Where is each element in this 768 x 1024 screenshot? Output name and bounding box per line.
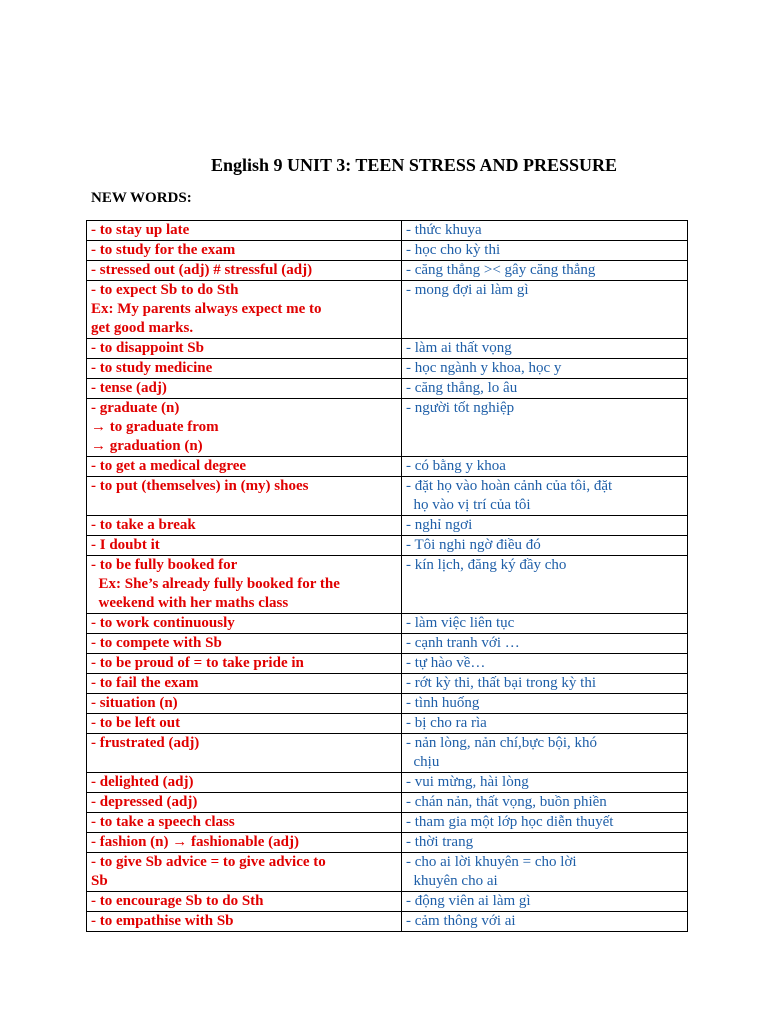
vietnamese-meaning-cell [402, 793, 688, 813]
english-term-line: - frustrated (adj) [91, 735, 200, 751]
english-term-line: weekend with her maths class [91, 595, 289, 611]
vietnamese-meaning-cell [402, 457, 688, 477]
vietnamese-meaning-cell [402, 536, 688, 556]
vietnamese-meaning-line: - nghỉ ngơi [406, 517, 473, 533]
english-term-line: Ex: She’s already fully booked for the [91, 576, 340, 592]
english-term-cell [87, 556, 402, 614]
vietnamese-meaning-line: - thời trang [406, 834, 474, 850]
english-term-line: - to study medicine [91, 360, 213, 376]
english-term-line: → to graduate from [91, 419, 219, 435]
vietnamese-meaning-cell [402, 281, 688, 339]
vietnamese-meaning-cell [402, 912, 688, 932]
table-row [87, 614, 688, 634]
english-term-cell [87, 773, 402, 793]
english-term-cell [87, 221, 402, 241]
vietnamese-meaning-cell [402, 714, 688, 734]
table-row [87, 221, 688, 241]
english-term-cell [87, 912, 402, 932]
table-row [87, 734, 688, 773]
vietnamese-meaning-line: - tự hào về… [406, 655, 486, 671]
english-term-line: - situation (n) [91, 695, 178, 711]
vietnamese-meaning-cell [402, 359, 688, 379]
english-term-cell [87, 694, 402, 714]
vietnamese-meaning-cell [402, 654, 688, 674]
vocabulary-table-body [87, 221, 688, 932]
vietnamese-meaning-line: khuyên cho ai [406, 873, 498, 889]
table-row [87, 833, 688, 853]
english-term-line: → graduation (n) [91, 438, 203, 454]
vietnamese-meaning-cell [402, 379, 688, 399]
vietnamese-meaning-cell [402, 734, 688, 773]
english-term-cell [87, 634, 402, 654]
table-row [87, 773, 688, 793]
vietnamese-meaning-line: - chán nản, thất vọng, buồn phiền [406, 794, 607, 810]
table-row [87, 793, 688, 813]
table-row [87, 674, 688, 694]
vietnamese-meaning-cell [402, 477, 688, 516]
english-term-cell [87, 892, 402, 912]
english-term-cell [87, 813, 402, 833]
english-term-cell [87, 833, 402, 853]
table-row [87, 536, 688, 556]
vietnamese-meaning-line: - cảm thông với ai [406, 913, 516, 929]
english-term-line: Sb [91, 873, 108, 889]
english-term-cell [87, 241, 402, 261]
vietnamese-meaning-cell [402, 813, 688, 833]
vietnamese-meaning-line: - người tốt nghiệp [406, 400, 515, 416]
table-row [87, 634, 688, 654]
vietnamese-meaning-line: - động viên ai làm gì [406, 893, 531, 909]
vietnamese-meaning-line: - cạnh tranh với … [406, 635, 520, 651]
english-term-line: - to encourage Sb to do Sth [91, 893, 264, 909]
vietnamese-meaning-line: chịu [406, 754, 440, 770]
table-row [87, 477, 688, 516]
table-row [87, 556, 688, 614]
table-row [87, 714, 688, 734]
section-heading: NEW WORDS: [91, 190, 192, 206]
vietnamese-meaning-cell [402, 853, 688, 892]
english-term-line: - to work continuously [91, 615, 235, 631]
english-term-line: - depressed (adj) [91, 794, 198, 810]
english-term-line: - to expect Sb to do Sth [91, 282, 239, 298]
english-term-line: - tense (adj) [91, 380, 167, 396]
english-term-line: - to disappoint Sb [91, 340, 204, 356]
english-term-cell [87, 399, 402, 457]
table-row [87, 359, 688, 379]
vietnamese-meaning-line: - vui mừng, hài lòng [406, 774, 529, 790]
english-term-cell [87, 261, 402, 281]
english-term-cell [87, 281, 402, 339]
vietnamese-meaning-line: - mong đợi ai làm gì [406, 282, 529, 298]
english-term-cell [87, 793, 402, 813]
english-term-cell [87, 853, 402, 892]
vietnamese-meaning-cell [402, 261, 688, 281]
english-term-cell [87, 734, 402, 773]
vietnamese-meaning-line: - làm ai thất vọng [406, 340, 512, 356]
table-row [87, 457, 688, 477]
vietnamese-meaning-line: - có bằng y khoa [406, 458, 506, 474]
vietnamese-meaning-line: - cho ai lời khuyên = cho lời [406, 854, 577, 870]
vietnamese-meaning-line: - thức khuya [406, 222, 482, 238]
table-row [87, 516, 688, 536]
table-row [87, 853, 688, 892]
english-term-line: - to stay up late [91, 222, 190, 238]
table-row [87, 654, 688, 674]
english-term-line: - to fail the exam [91, 675, 199, 691]
vietnamese-meaning-line: - căng thẳng >< gây căng thẳng [406, 262, 596, 278]
vietnamese-meaning-line: - bị cho ra rìa [406, 715, 487, 731]
english-term-cell [87, 379, 402, 399]
table-row [87, 339, 688, 359]
vietnamese-meaning-line: - nản lòng, nản chí,bực bội, khó [406, 735, 598, 751]
vocabulary-table [86, 220, 688, 932]
vietnamese-meaning-cell [402, 694, 688, 714]
english-term-cell [87, 516, 402, 536]
vietnamese-meaning-line: - làm việc liên tục [406, 615, 515, 631]
english-term-line: Ex: My parents always expect me to [91, 301, 322, 317]
english-term-cell [87, 536, 402, 556]
english-term-line: - to give Sb advice = to give advice to [91, 854, 326, 870]
vietnamese-meaning-cell [402, 339, 688, 359]
vietnamese-meaning-cell [402, 221, 688, 241]
page-title: English 9 UNIT 3: TEEN STRESS AND PRESSURE [211, 155, 617, 175]
table-row [87, 241, 688, 261]
vietnamese-meaning-line: họ vào vị trí của tôi [406, 497, 531, 513]
vietnamese-meaning-line: - học cho kỳ thi [406, 242, 501, 258]
vietnamese-meaning-line: - tình huống [406, 695, 480, 711]
table-row [87, 399, 688, 457]
vietnamese-meaning-line: - đặt họ vào hoàn cảnh của tôi, đặt [406, 478, 613, 494]
english-term-cell [87, 714, 402, 734]
english-term-line: - to be proud of = to take pride in [91, 655, 304, 671]
english-term-cell [87, 359, 402, 379]
english-term-line: - fashion (n) → fashionable (adj) [91, 834, 299, 850]
english-term-line: - I doubt it [91, 537, 160, 553]
vietnamese-meaning-line: - rớt kỳ thi, thất bại trong kỳ thi [406, 675, 596, 691]
english-term-line: - to take a break [91, 517, 196, 533]
vietnamese-meaning-line: - Tôi nghi ngờ điều đó [406, 537, 541, 553]
table-row [87, 379, 688, 399]
english-term-line: - delighted (adj) [91, 774, 194, 790]
english-term-line: - to put (themselves) in (my) shoes [91, 478, 309, 494]
vietnamese-meaning-cell [402, 516, 688, 536]
english-term-cell [87, 477, 402, 516]
vietnamese-meaning-cell [402, 614, 688, 634]
vietnamese-meaning-cell [402, 634, 688, 654]
vietnamese-meaning-line: - căng thẳng, lo âu [406, 380, 518, 396]
table-row [87, 912, 688, 932]
english-term-cell [87, 654, 402, 674]
english-term-cell [87, 614, 402, 634]
vietnamese-meaning-line: - tham gia một lớp học diễn thuyết [406, 814, 614, 830]
english-term-line: - to compete with Sb [91, 635, 222, 651]
vietnamese-meaning-cell [402, 773, 688, 793]
english-term-line: - to take a speech class [91, 814, 235, 830]
english-term-line: get good marks. [91, 320, 194, 336]
english-term-cell [87, 339, 402, 359]
vietnamese-meaning-line: - kín lịch, đăng ký đầy cho [406, 557, 567, 573]
vietnamese-meaning-cell [402, 892, 688, 912]
vietnamese-meaning-line: - học ngành y khoa, học y [406, 360, 562, 376]
vietnamese-meaning-cell [402, 241, 688, 261]
vietnamese-meaning-cell [402, 674, 688, 694]
table-row [87, 892, 688, 912]
table-row [87, 694, 688, 714]
english-term-line: - graduate (n) [91, 400, 180, 416]
table-row [87, 281, 688, 339]
english-term-line: - to empathise with Sb [91, 913, 234, 929]
english-term-cell [87, 457, 402, 477]
english-term-line: - stressed out (adj) # stressful (adj) [91, 262, 313, 278]
vietnamese-meaning-cell [402, 556, 688, 614]
english-term-line: - to be fully booked for [91, 557, 238, 573]
english-term-line: - to study for the exam [91, 242, 236, 258]
english-term-line: - to be left out [91, 715, 181, 731]
english-term-cell [87, 674, 402, 694]
vietnamese-meaning-cell [402, 399, 688, 457]
table-row [87, 261, 688, 281]
vietnamese-meaning-cell [402, 833, 688, 853]
table-row [87, 813, 688, 833]
english-term-line: - to get a medical degree [91, 458, 247, 474]
